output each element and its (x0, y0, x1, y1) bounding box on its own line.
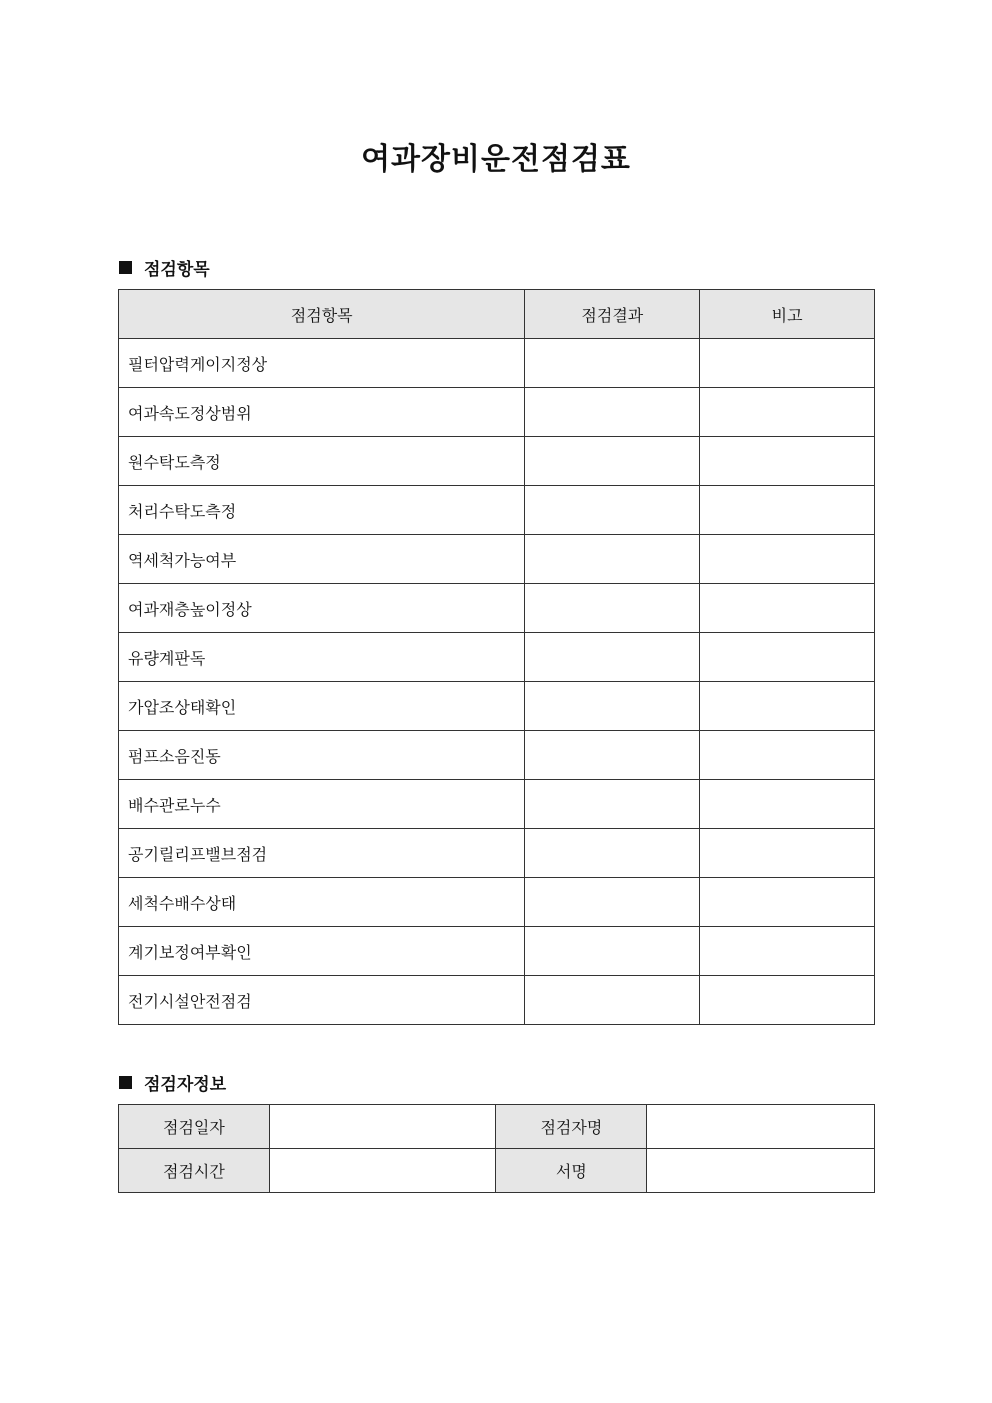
item-label: 원수탁도측정 (119, 437, 525, 486)
table-row (119, 976, 875, 1025)
square-bullet-icon (119, 1076, 132, 1089)
date-label: 점검일자 (119, 1105, 270, 1149)
table-row (119, 1105, 875, 1149)
result-cell[interactable] (525, 584, 700, 633)
square-bullet-icon (119, 261, 132, 274)
result-cell[interactable] (525, 731, 700, 780)
result-cell[interactable] (525, 780, 700, 829)
result-cell[interactable] (525, 976, 700, 1025)
note-cell[interactable] (700, 927, 875, 976)
table-row (119, 780, 875, 829)
result-cell[interactable] (525, 388, 700, 437)
item-label: 여과재층높이정상 (119, 584, 525, 633)
note-cell[interactable] (700, 388, 875, 437)
table-row (119, 878, 875, 927)
item-label: 역세척가능여부 (119, 535, 525, 584)
item-label: 여과속도정상범위 (119, 388, 525, 437)
table-row (119, 535, 875, 584)
note-cell[interactable] (700, 486, 875, 535)
item-label: 공기릴리프밸브점검 (119, 829, 525, 878)
column-header-note: 비고 (700, 290, 875, 339)
result-cell[interactable] (525, 927, 700, 976)
note-cell[interactable] (700, 682, 875, 731)
table-row (119, 388, 875, 437)
note-cell[interactable] (700, 584, 875, 633)
item-label: 배수관로누수 (119, 780, 525, 829)
table-row (119, 486, 875, 535)
result-cell[interactable] (525, 535, 700, 584)
item-label: 처리수탁도측정 (119, 486, 525, 535)
checklist-table (118, 289, 875, 1025)
table-row (119, 633, 875, 682)
time-field[interactable] (269, 1149, 496, 1193)
result-cell[interactable] (525, 829, 700, 878)
table-row (119, 731, 875, 780)
result-cell[interactable] (525, 339, 700, 388)
signature-field[interactable] (647, 1149, 875, 1193)
date-field[interactable] (269, 1105, 496, 1149)
table-header-row (119, 290, 875, 339)
result-cell[interactable] (525, 682, 700, 731)
note-cell[interactable] (700, 437, 875, 486)
inspector-name-label: 점검자명 (496, 1105, 647, 1149)
result-cell[interactable] (525, 633, 700, 682)
section-heading-items (119, 255, 210, 280)
item-label: 펌프소음진동 (119, 731, 525, 780)
table-row (119, 339, 875, 388)
item-label: 세척수배수상태 (119, 878, 525, 927)
note-cell[interactable] (700, 339, 875, 388)
time-label: 점검시간 (119, 1149, 270, 1193)
table-row (119, 1149, 875, 1193)
note-cell[interactable] (700, 633, 875, 682)
table-row (119, 829, 875, 878)
item-label: 유량계판독 (119, 633, 525, 682)
table-row (119, 682, 875, 731)
table-row (119, 927, 875, 976)
item-label: 가압조상태확인 (119, 682, 525, 731)
column-header-item: 점검항목 (119, 290, 525, 339)
note-cell[interactable] (700, 731, 875, 780)
item-label: 필터압력게이지정상 (119, 339, 525, 388)
result-cell[interactable] (525, 437, 700, 486)
note-cell[interactable] (700, 829, 875, 878)
table-row (119, 437, 875, 486)
note-cell[interactable] (700, 780, 875, 829)
section-heading-label: 점검항목 (144, 260, 210, 280)
section-heading-label: 점검자정보 (144, 1075, 227, 1095)
section-heading-inspector (119, 1070, 226, 1095)
item-label: 계기보정여부확인 (119, 927, 525, 976)
page-title: 여과장비운전점검표 (361, 142, 631, 177)
inspector-name-field[interactable] (647, 1105, 875, 1149)
result-cell[interactable] (525, 486, 700, 535)
note-cell[interactable] (700, 878, 875, 927)
table-row (119, 584, 875, 633)
result-cell[interactable] (525, 878, 700, 927)
item-label: 전기시설안전점검 (119, 976, 525, 1025)
inspector-info-table (118, 1104, 875, 1193)
note-cell[interactable] (700, 976, 875, 1025)
signature-label: 서명 (496, 1149, 647, 1193)
column-header-result: 점검결과 (525, 290, 700, 339)
note-cell[interactable] (700, 535, 875, 584)
